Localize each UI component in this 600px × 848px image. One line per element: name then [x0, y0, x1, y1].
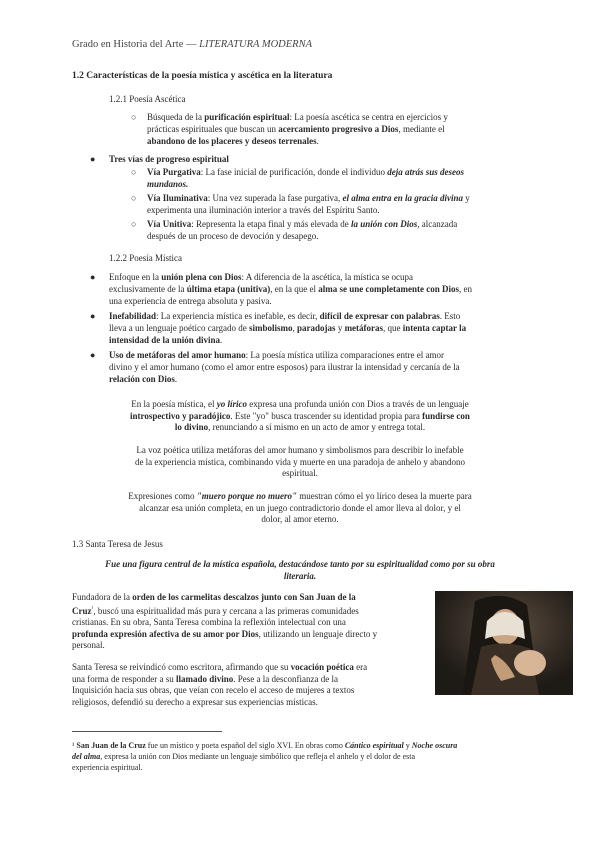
footnote-separator: [72, 731, 222, 732]
footnote: ¹ San Juan de la Cruz fue un místico y poeta español del siglo XVI. En obras como Cántico espiritual y Noche oscura del alma, expresa la unión con Dios mediante un lenguaje simbólico que refleja el anhelo y el dolor de esta experiencia espiritual.: [72, 741, 458, 772]
voz-poetica-paragraph: La voz poética utiliza metáforas del amor humano y simbolismos para describir lo inefable de la experiencia mística, combinando vida y muerte en una paradoja de anhelo y abandono espiritual.: [134, 445, 466, 479]
asc-paragraph-line: Búsqueda de la purificación espiritual: La poesía ascética se centra en ejercicios y: [147, 112, 448, 122]
via-purgativa-item: Vía Purgativa: La fase inicial de purificación, donde el individuo deja atrás sus deseos: [147, 167, 464, 177]
expresiones-paragraph: Expresiones como "muero porque no muero" muestran cómo el yo lírico desea la muerte para alcanzar esa unión completa, en un juego contradictorio donde el amor lleva al dolor, y el dolor, al amor eterno.: [128, 491, 472, 525]
mis-bullet-line: intensidad de la unión divina.: [109, 335, 223, 345]
via-unitiva-item: después de un proceso de devoción y desapego.: [147, 231, 319, 241]
asc-paragraph-line: abandono de los placeres y deseos terrenales.: [147, 136, 319, 146]
circle-bullet-icon: ○: [131, 167, 137, 177]
mis-bullet-line: lleva a un lenguaje poético cargado de simbolismo, paradojas y metáforas, que intenta captar la: [109, 323, 467, 333]
mis-bullet-line: Enfoque en la unión plena con Dios: A diferencia de la ascética, la mística se ocupa: [109, 272, 413, 282]
via-purgativa-item: mundanos.: [147, 179, 189, 189]
teresa-paragraph-1: Fundadora de la orden de los carmelitas descalzos junto con San Juan de la Cruz$^{^1}$, buscó una espiritualidad más pura y cercana a las primeras comunidades cristianas. En su obra, Santa Teresa combina la reflexión intelectual con una profunda expresión afectiva de su amor por Dios, utilizando un lenguaje directo y personal.: [72, 592, 378, 651]
subject-name: LITERATURA MODERNA: [199, 39, 313, 50]
mis-bullet-line: exclusivamente de la última etapa (unitiva), en la que el alma se une completamente con Dios, en: [109, 284, 472, 294]
via-iluminativa-item: Vía Iluminativa: Una vez superada la fase purgativa, el alma entra en la gracia divina y: [147, 193, 470, 203]
via-iluminativa-item: experimenta una iluminación interior a través del Espíritu Santo.: [147, 205, 380, 215]
section-heading-1-2: 1.2 Características de la poesía mística y ascética en la literatura: [72, 71, 333, 81]
yo-lirico-paragraph: En la poesía mística, el yo lírico expresa una profunda unión con Dios a través de un lenguaje introspectivo y paradójico. Este "yo" busca trascender su identidad propia para fundirse con lo divino, renunciando a sí mismo en un acto de amor y entrega total.: [130, 399, 470, 433]
subsection-heading-mysticism: 1.2.2 Poesía Mística: [109, 253, 182, 263]
disc-bullet-icon: ●: [90, 154, 96, 164]
disc-bullet-icon: ●: [90, 350, 96, 360]
section-heading-1-3: 1.3 Santa Teresa de Jesus: [72, 539, 163, 549]
course-name: Grado en Historia del Arte —: [72, 39, 200, 50]
teresa-paragraph-2: Santa Teresa se reivindicó como escritora, afirmando que su vocación poética era una forma de responder a su llamado divino. Pese a la desconfianza de la Inquisición hacia sus obras, que veían con recelo el acceso de mujeres a textos religiosos, defendió su derecho a expresar sus experiencias místicas.: [72, 662, 368, 707]
teresa-lead: Fue una figura central de la mística española, destacándose tanto por su espiritualidad como por su obra literaria.: [105, 559, 495, 581]
via-unitiva-item: Vía Unitiva: Representa la etapa final y más elevada de la unión con Dios, alcanzada: [147, 219, 458, 229]
page-header: [72, 39, 312, 50]
circle-bullet-icon: ○: [131, 112, 137, 122]
disc-bullet-icon: ●: [90, 272, 96, 282]
mis-bullet-line: una experiencia de entrega absoluta y pasiva.: [109, 296, 272, 306]
mis-bullet-line: relación con Dios.: [109, 374, 178, 384]
santa-teresa-painting: [435, 591, 573, 695]
mis-bullet-line: Uso de metáforas del amor humano: La poesía mística utiliza comparaciones entre el amor: [109, 350, 444, 360]
disc-bullet-icon: ●: [90, 311, 96, 321]
mis-bullet-line: divino y el amor humano (como el amor entre esposos) para ilustrar la intensidad y cercanía de la: [109, 362, 460, 372]
mis-bullet-line: Inefabilidad: La experiencia mística es inefable, es decir, difícil de expresar con palabras. Esto: [109, 311, 461, 321]
three-ways-heading: Tres vías de progreso espiritual: [109, 154, 229, 164]
circle-bullet-icon: ○: [131, 193, 137, 203]
asc-paragraph-line: prácticas espirituales que buscan un acercamiento progresivo a Dios, mediante el: [147, 124, 445, 134]
subsection-heading-asceticism: 1.2.1 Poesía Ascética: [109, 94, 186, 104]
circle-bullet-icon: ○: [131, 219, 137, 229]
painting-illustration-icon: [435, 591, 573, 695]
